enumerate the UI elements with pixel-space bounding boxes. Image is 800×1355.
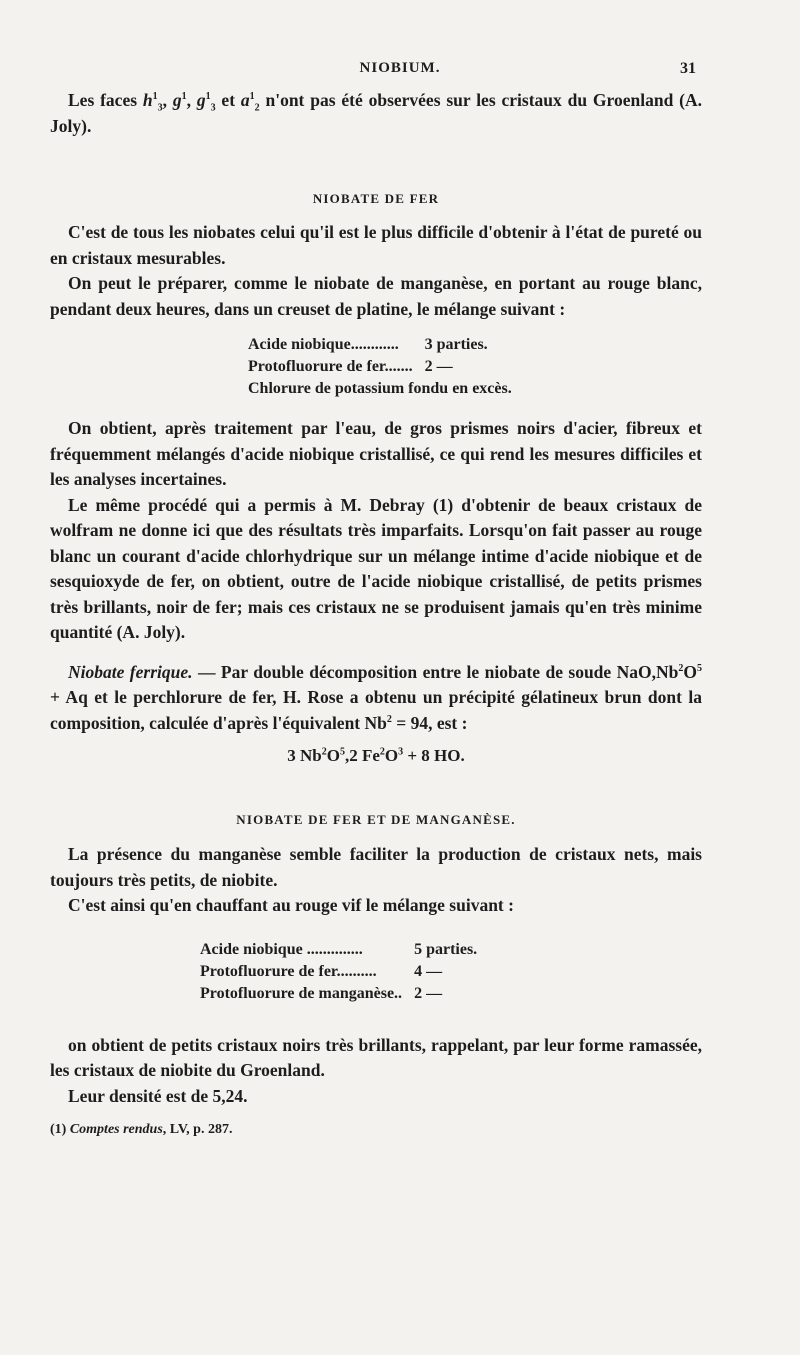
paragraph: On peut le préparer, comme le niobate de manganèse, en portant au rouge blanc, pendant deux heures, dans un creuset de platine, le mélange suivant : — [50, 273, 702, 319]
paragraph: On obtient, après traitement par l'eau, de gros prismes noirs d'acier, fibreux et fréquemment mélangés d'acide niobique cristallisé, ce qui rend les mesures difficiles et les analyses incertaines. — [50, 418, 702, 489]
recipe-ingredient: Protofluorure de fer.......... — [200, 962, 377, 980]
recipe-ingredient: Acide niobique............ — [248, 336, 399, 353]
recipe-ingredient: Protofluorure de fer....... — [248, 358, 413, 375]
recipe-quantity: 5 parties. — [414, 940, 478, 958]
recipe-quantity: 2 — — [424, 358, 453, 375]
recipe-note: Chlorure de potassium fondu en excès. — [248, 380, 512, 397]
recipe-ingredient: Protofluorure de manganèse.. — [200, 984, 403, 1002]
paragraph: C'est de tous les niobates celui qu'il est le plus difficile d'obtenir à l'état de pureté ou en cristaux mesurables. — [50, 222, 702, 268]
footnote: (1) Comptes rendus, LV, p. 287. — [50, 1122, 233, 1137]
section-heading-niobate-de-fer: NIOBATE DE FER — [312, 191, 440, 206]
running-title: NIOBIUM. — [359, 60, 441, 76]
paragraph: La présence du manganèse semble faciliter la production de cristaux nets, mais toujours très petits, de niobite. — [50, 844, 702, 890]
ferrique-title: Niobate ferrique. — [68, 661, 193, 682]
footnote-source: Comptes rendus — [69, 1122, 163, 1137]
ferrique-paragraph: Niobate ferrique. — Par double décomposition entre le niobate de soude $NaO,Nb^2O^5 + Aq$ et le perchlorure de fer, H. Rose a obtenu un précipité gélatineux brun dont la composition, calculée d'après l'équivalent $Nb^2 = 94$, est : — [50, 661, 702, 733]
recipe-quantity: 2 — — [414, 984, 443, 1002]
paragraph: Le même procédé qui a permis à M. Debray (1) d'obtenir de beaux cristaux de wolfram ne donne ici que des résultats très imparfaits. Lorsqu'on fait passer au rouge blanc un courant d'acide chlorhydrique sur un mélange intime d'acide niobique et de sesquioxyde de fer, on obtient, outre de l'acide niobique cristallisé, de petits prismes très brillants, noir de fer; mais ces cristaux ne se produisent jamais qu'en très minime quantité (A. Joly). — [50, 494, 702, 642]
recipe-quantity: 4 — — [414, 962, 443, 980]
section-heading-niobate-de-fer-et-de-manganese: NIOBATE DE FER ET DE MANGANÈSE. — [236, 812, 516, 827]
recipe-table — [248, 334, 488, 378]
recipe-row — [200, 983, 477, 1005]
chemical-formula: 3 $Nb^2O^5,2$ $Fe^2O^3 + 8$ HO. — [287, 746, 465, 765]
page-body — [50, 88, 702, 1143]
recipe-ingredient: Acide niobique .............. — [200, 940, 363, 958]
page-number: 31 — [680, 60, 696, 77]
page-header — [0, 60, 800, 88]
recipe-table — [200, 939, 477, 1005]
paragraph: C'est ainsi qu'en chauffant au rouge vif le mélange suivant : — [68, 895, 514, 915]
recipe-row — [248, 356, 488, 378]
recipe-row — [200, 939, 477, 961]
recipe-row — [248, 334, 488, 356]
paragraph: Leur densité est de 5,24. — [68, 1085, 248, 1106]
paragraph: on obtient de petits cristaux noirs très brillants, rappelant, par leur forme ramassée, les cristaux de niobite du Groenland. — [50, 1034, 702, 1080]
intro-paragraph: Les faces $h^1_3$, $g^1$, $g^1_3$ et $a^1_2$ n'ont pas été observées sur les cristaux du Groenland (A. Joly). — [50, 90, 702, 136]
recipe-quantity: 3 parties. — [424, 336, 488, 353]
recipe-row — [200, 961, 477, 983]
